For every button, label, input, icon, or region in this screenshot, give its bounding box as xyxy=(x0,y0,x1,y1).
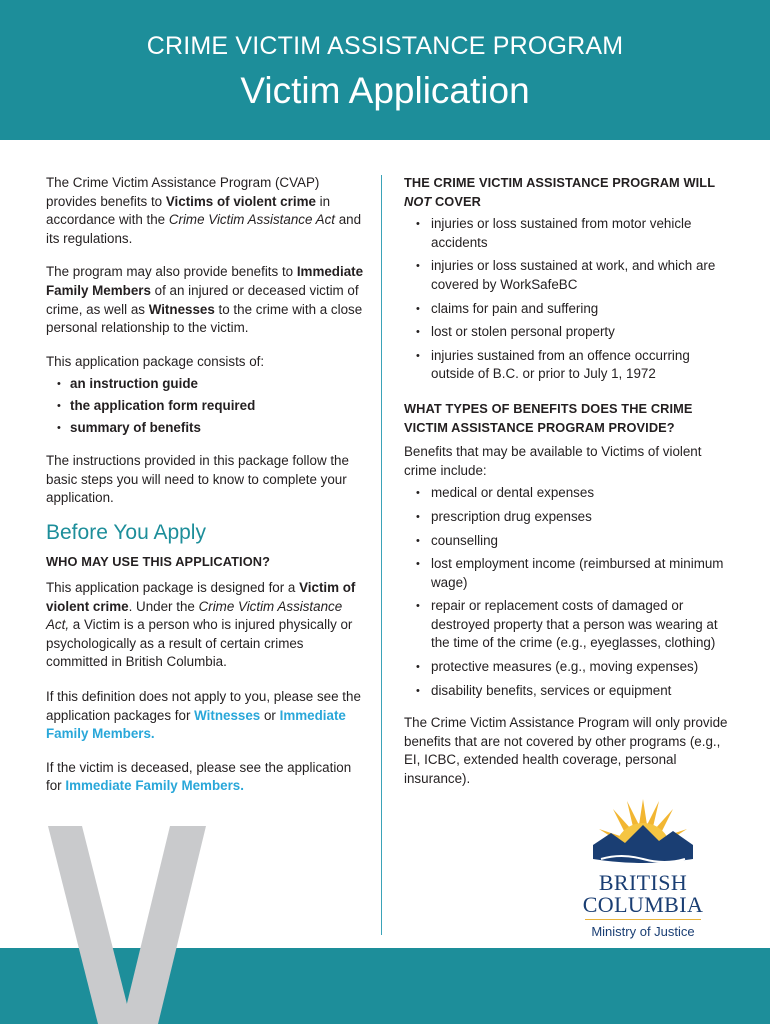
list-item: • injuries or loss sustained at work, and which are covered by WorkSafeBC xyxy=(404,257,734,294)
list-item: • counselling xyxy=(404,532,734,551)
not-covered-list xyxy=(404,215,734,384)
benefits-list xyxy=(404,484,734,700)
list-item: • lost or stolen personal property xyxy=(404,323,734,342)
list-item: • disability benefits, services or equipment xyxy=(404,682,734,701)
immediate-family-link[interactable]: Immediate Family Members. xyxy=(46,707,346,742)
closing-paragraph: The Crime Victim Assistance Program will only provide benefits that are not covered by other programs (e.g., EI, ICBC, extended health coverage, personal insurance). xyxy=(404,715,728,787)
package-intro: This application package consists of: xyxy=(46,353,265,369)
bc-sun-mountains-icon xyxy=(591,795,695,867)
list-item: • lost employment income (reimbursed at minimum wage) xyxy=(404,555,734,592)
logo-divider xyxy=(585,919,701,920)
who-heading: WHO MAY USE THIS APPLICATION? xyxy=(46,553,271,569)
decorative-v-letter xyxy=(30,820,230,1024)
before-you-apply-heading: Before You Apply xyxy=(46,520,206,544)
list-item: • the application form required xyxy=(46,397,364,416)
list-item: • claims for pain and suffering xyxy=(404,300,734,319)
list-item: • an instruction guide xyxy=(46,375,364,394)
list-item: • protective measures (e.g., moving expenses) xyxy=(404,658,734,677)
definition-paragraph: If this definition does not apply to you, please see the application packages for Witnesses or Immediate Family Members. xyxy=(46,689,361,742)
instructions-paragraph: The instructions provided in this package follow the basic steps you will need to know to complete your application. xyxy=(46,453,349,506)
program-name: CRIME VICTIM ASSISTANCE PROGRAM xyxy=(146,32,624,60)
list-item: • repair or replacement costs of damaged or destroyed property that a person was wearing at the time of the crime (e.g., eyeglasses, clothing) xyxy=(404,597,734,653)
family-paragraph: The program may also provide benefits to Immediate Family Members of an injured or deceased victim of crime, as well as Witnesses to the crime with a close personal relationship to the victim. xyxy=(46,264,364,336)
list-item: • prescription drug expenses xyxy=(404,508,734,527)
benefits-intro: Benefits that may be available to Victims of violent crime include: xyxy=(404,444,702,478)
deceased-paragraph: If the victim is deceased, please see the application for Immediate Family Members. xyxy=(46,759,352,794)
logo-columbia: COLUMBIA xyxy=(582,892,704,917)
header-banner xyxy=(0,0,770,140)
list-item: • injuries sustained from an offence occurring outside of B.C. or prior to July 1, 1972 xyxy=(404,347,734,384)
benefit-types-heading: WHAT TYPES OF BENEFITS DOES THE CRIME VICTIM ASSISTANCE PROGRAM PROVIDE? xyxy=(404,400,693,435)
list-item: • injuries or loss sustained from motor vehicle accidents xyxy=(404,215,734,252)
list-item: • medical or dental expenses xyxy=(404,484,734,503)
not-cover-heading: THE CRIME VICTIM ASSISTANCE PROGRAM WILL NOT COVER xyxy=(404,175,715,209)
who-paragraph: This application package is designed for a Victim of violent crime. Under the Crime Victim Assistance Act, a Victim is a person who is injured physically or psychologically as a result of certain crimes committed in British Columbia. xyxy=(46,580,356,670)
intro-paragraph: The Crime Victim Assistance Program (CVAP) provides benefits to Victims of violent crime in accordance with the Crime Victim Assistance Act and its regulations. xyxy=(46,175,362,246)
list-item: • summary of benefits xyxy=(46,419,364,438)
page-title: Victim Application xyxy=(240,70,530,111)
right-column xyxy=(404,174,734,789)
logo-ministry: Ministry of Justice xyxy=(591,924,695,939)
logo-british: BRITISH xyxy=(598,870,688,895)
immediate-family-members-link[interactable]: Immediate Family Members xyxy=(65,778,241,794)
witnesses-link[interactable]: Witnesses xyxy=(194,707,261,723)
left-column xyxy=(46,174,364,796)
column-divider xyxy=(381,175,382,935)
bc-ministry-logo xyxy=(568,795,718,940)
package-list xyxy=(46,375,364,437)
